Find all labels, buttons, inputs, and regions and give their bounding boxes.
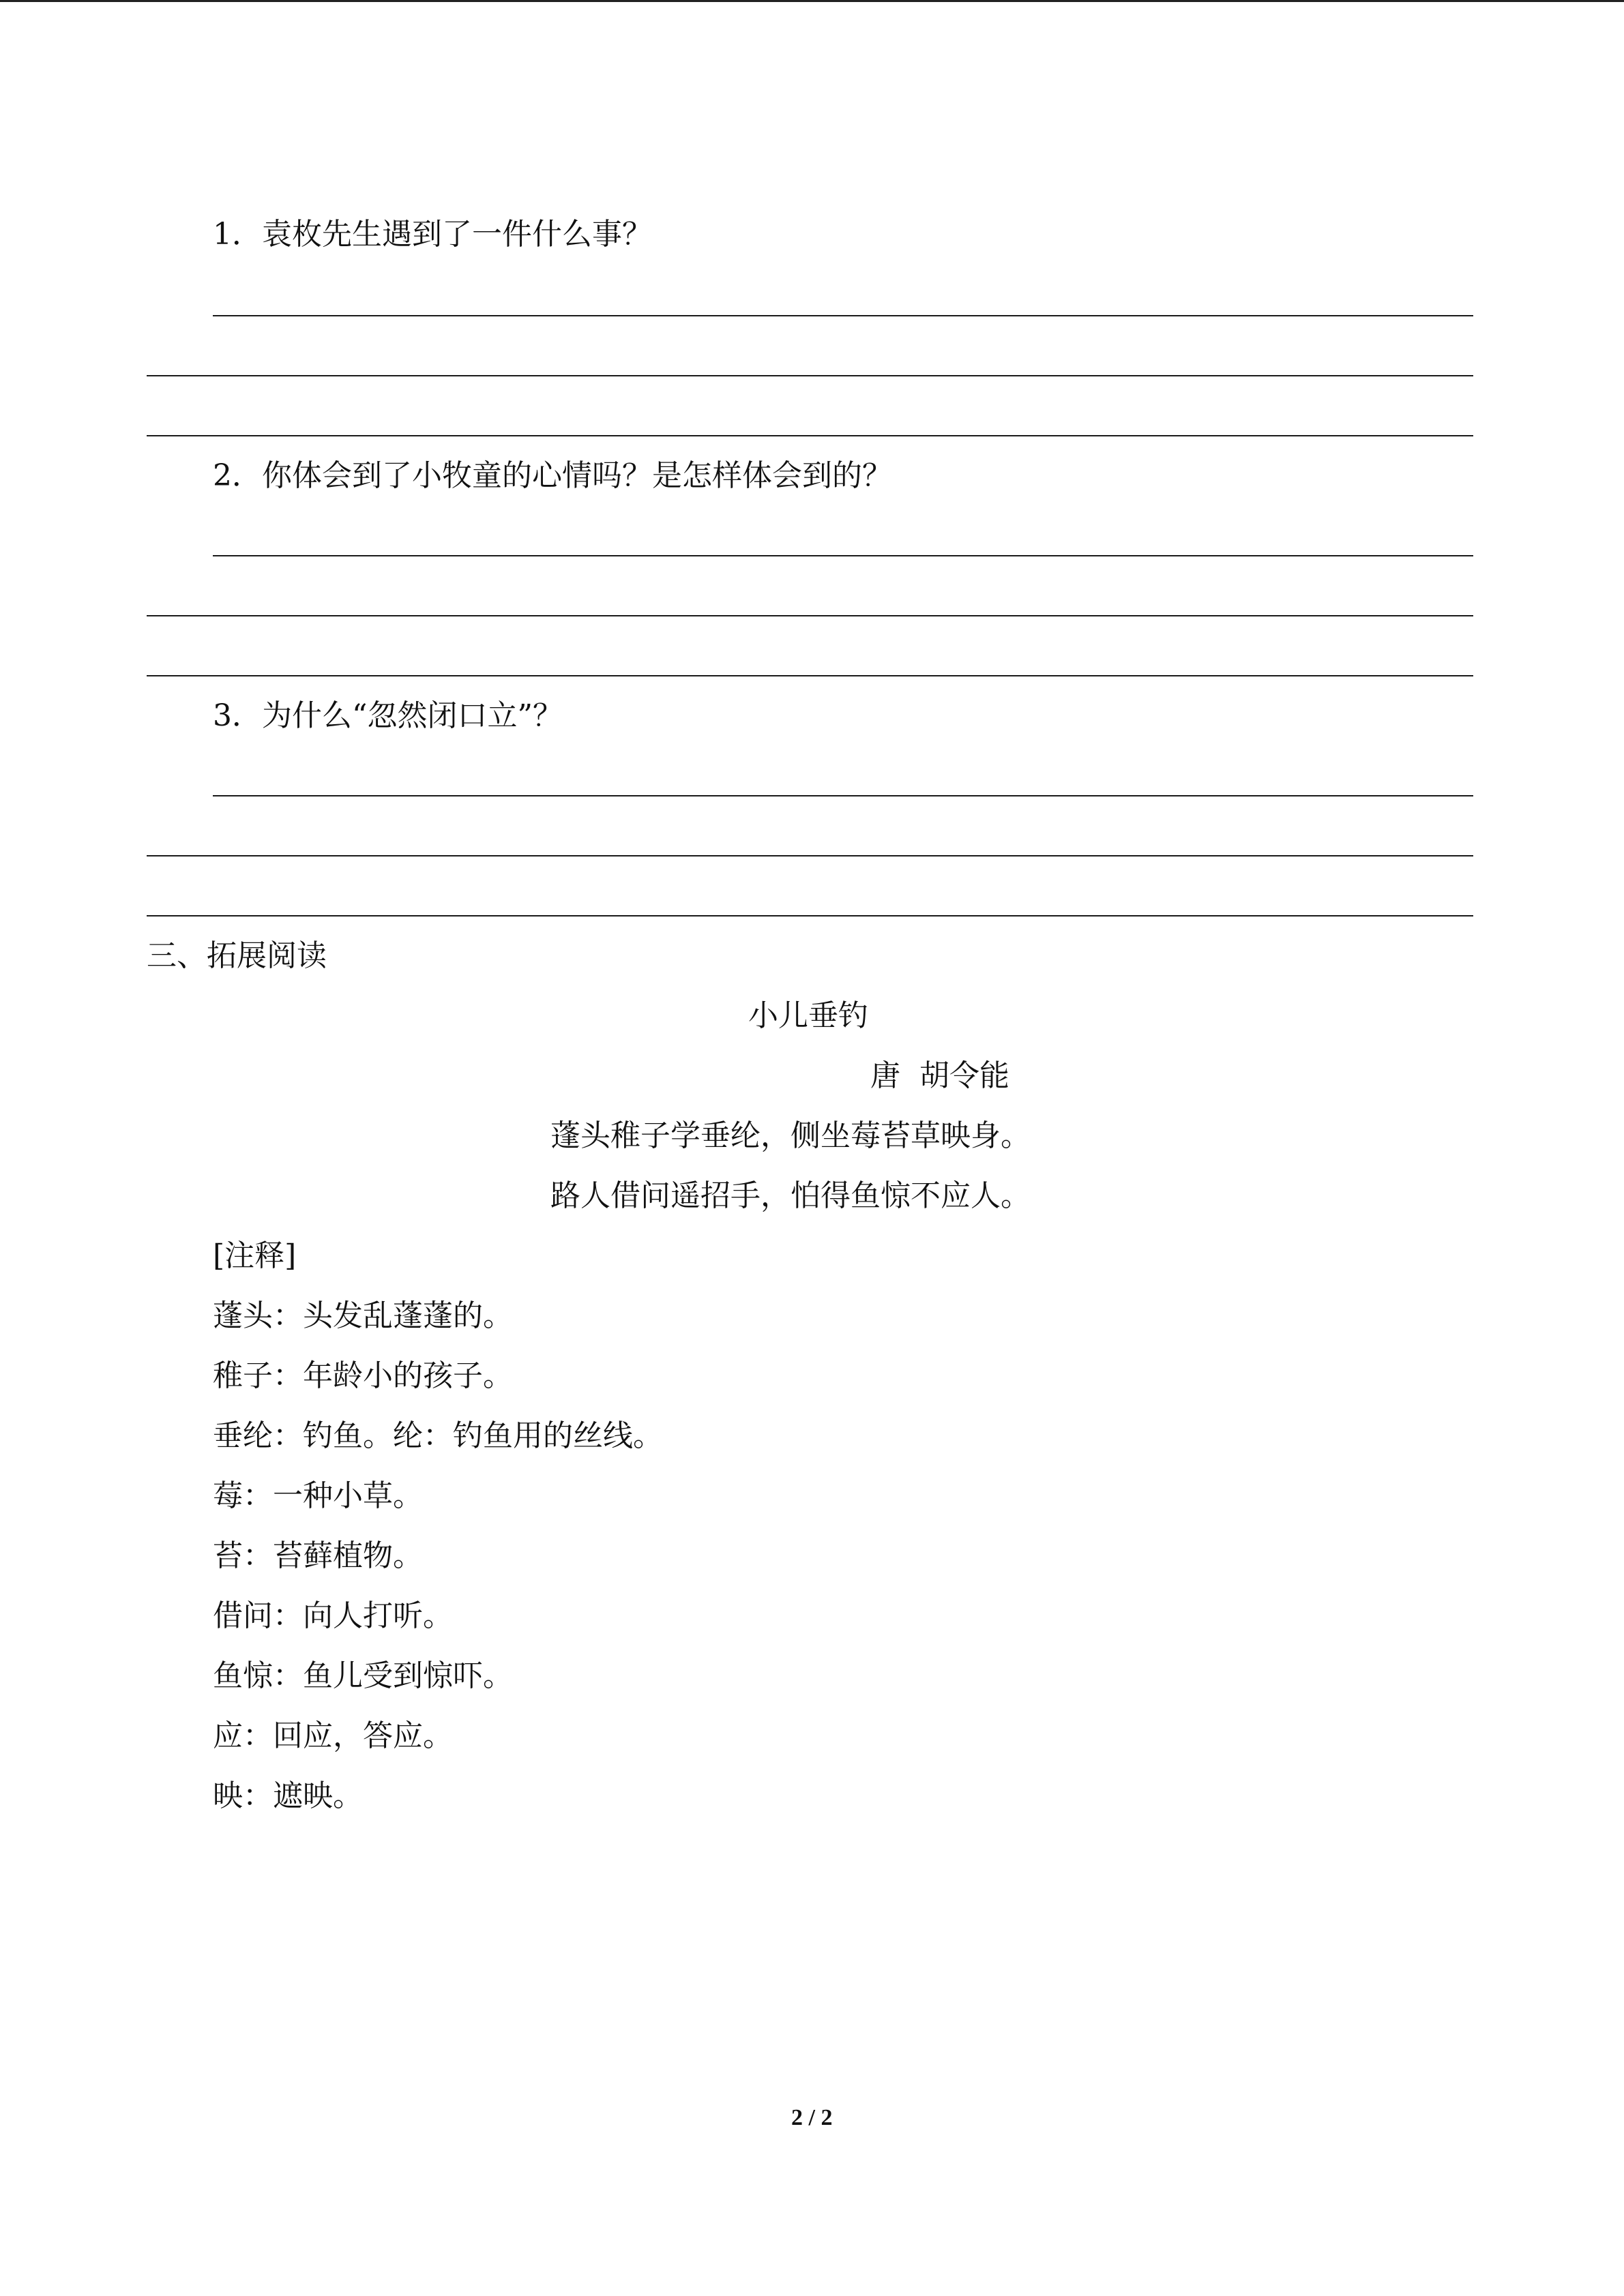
poem-line-1: 蓬头稚子学垂纶，侧坐莓苔草映身。 <box>550 1118 1031 1153</box>
note-item: 借问：向人打听。 <box>213 1598 453 1633</box>
notes-heading: [注释] <box>213 1238 297 1273</box>
note-item: 映：遮映。 <box>213 1778 363 1813</box>
page-top-border <box>0 0 1624 2</box>
answer-line-3a[interactable] <box>213 795 1473 796</box>
answer-line-2b[interactable] <box>147 615 1473 616</box>
answer-line-1a[interactable] <box>213 315 1473 316</box>
poem-line-2: 路人借问遥招手，怕得鱼惊不应人。 <box>550 1178 1031 1213</box>
note-item: 稚子：年龄小的孩子。 <box>213 1358 513 1393</box>
question-3: 3．为什么“忽然闭口立”？ <box>213 698 563 733</box>
answer-line-3b[interactable] <box>147 855 1473 856</box>
answer-line-2c[interactable] <box>147 675 1473 676</box>
note-item: 苔：苔藓植物。 <box>213 1538 423 1573</box>
note-item: 垂纶：钓鱼。纶：钓鱼用的丝线。 <box>213 1418 663 1453</box>
answer-line-1b[interactable] <box>147 375 1473 376</box>
question-2: 2．你体会到了小牧童的心情吗？是怎样体会到的？ <box>213 458 892 493</box>
poem-title: 小儿垂钓 <box>748 998 868 1033</box>
page-number: 2 / 2 <box>791 2105 833 2130</box>
section-heading: 三、拓展阅读 <box>147 938 327 973</box>
answer-line-2a[interactable] <box>213 555 1473 556</box>
question-1: 1．袁枚先生遇到了一件什么事？ <box>213 217 652 252</box>
answer-line-1c[interactable] <box>147 435 1473 436</box>
note-item: 蓬头：头发乱蓬蓬的。 <box>213 1298 513 1333</box>
note-item: 鱼惊：鱼儿受到惊吓。 <box>213 1658 513 1693</box>
poem-author: 唐 胡令能 <box>870 1058 1009 1093</box>
note-item: 莓：一种小草。 <box>213 1478 423 1513</box>
note-item: 应：回应，答应。 <box>213 1718 453 1753</box>
answer-line-3c[interactable] <box>147 915 1473 916</box>
